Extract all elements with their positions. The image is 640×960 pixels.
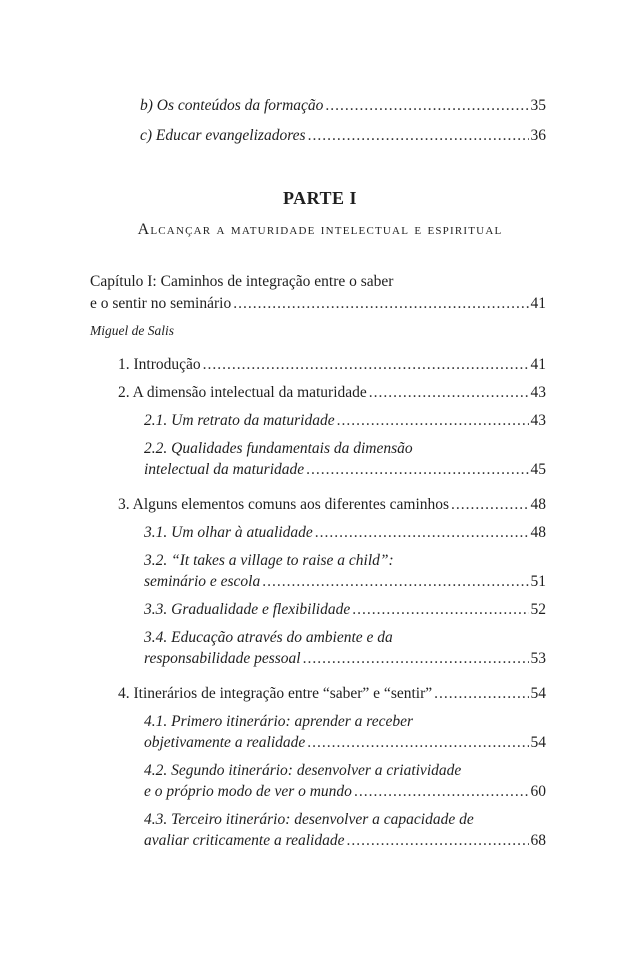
- dot-leader: [434, 684, 528, 704]
- chapter-entry: [90, 294, 546, 314]
- chapter-title-line1: Capítulo I: Caminhos de integração entre o saber: [90, 273, 394, 290]
- toc-subsection-title: intelectual da maturidade: [144, 461, 305, 478]
- toc-section-page: 43: [530, 384, 546, 401]
- toc-section-page: 54: [530, 685, 546, 702]
- toc-subsection-title: seminário e escola: [144, 573, 261, 590]
- toc-subsection-line1: 4.1. Primero itinerário: aprender a receber: [144, 713, 414, 730]
- toc-entry-page: 36: [530, 127, 546, 144]
- toc-subsection-page: 48: [530, 524, 546, 541]
- toc-subsection: [144, 572, 546, 592]
- toc-entry: [140, 96, 546, 116]
- toc-subsection-title: responsabilidade pessoal: [144, 650, 301, 667]
- toc-section: [118, 383, 546, 403]
- chapter-title-line2: e o sentir no seminário: [90, 295, 232, 312]
- part-title: PARTE I: [282, 188, 358, 208]
- toc-subsection: [144, 460, 546, 480]
- toc-section-title: 3. Alguns elementos comuns aos diferentes caminhos: [118, 496, 450, 513]
- toc-entry-page: 35: [530, 97, 546, 114]
- dot-leader: [337, 411, 529, 431]
- toc-subsection-page: 45: [530, 461, 546, 478]
- toc-section-title: 1. Introdução: [118, 356, 201, 373]
- toc-entry-title: c) Educar evangelizadores: [140, 127, 306, 144]
- toc-subsection-page: 54: [530, 734, 546, 751]
- chapter-author: Miguel de Salis: [90, 323, 174, 338]
- toc-section-page: 41: [530, 356, 546, 373]
- chapter-page: 41: [530, 295, 546, 312]
- toc-section: [118, 355, 546, 375]
- dot-leader: [306, 460, 528, 480]
- dot-leader: [308, 126, 529, 146]
- dot-leader: [303, 649, 529, 669]
- toc-entry: [140, 126, 546, 146]
- toc-subsection-page: 60: [530, 783, 546, 800]
- dot-leader: [354, 782, 529, 802]
- dot-leader: [307, 733, 528, 753]
- toc-subsection: [144, 411, 546, 431]
- toc-subsection: [144, 649, 546, 669]
- toc-subsection-page: 53: [530, 650, 546, 667]
- toc-subsection-line1: 4.3. Terceiro itinerário: desenvolver a capacidade de: [144, 811, 474, 828]
- toc-subsection-title: 2.1. Um retrato da maturidade: [144, 412, 335, 429]
- toc-subsection: [144, 782, 546, 802]
- dot-leader: [325, 96, 528, 116]
- toc-subsection-line1: 2.2. Qualidades fundamentais da dimensão: [144, 440, 413, 457]
- dot-leader: [346, 831, 528, 851]
- toc-subsection-title: 3.3. Gradualidade e flexibilidade: [144, 601, 351, 618]
- toc-subsection-page: 43: [530, 412, 546, 429]
- toc-subsection-line1: 3.4. Educação através do ambiente e da: [144, 629, 393, 646]
- toc-subsection: [144, 523, 546, 543]
- toc-subsection: [144, 733, 546, 753]
- toc-section: [118, 684, 546, 704]
- toc-subsection: [144, 600, 546, 620]
- dot-leader: [203, 355, 529, 375]
- dot-leader: [262, 572, 528, 592]
- toc-section-page: 48: [530, 496, 546, 513]
- dot-leader: [451, 495, 528, 515]
- dot-leader: [369, 383, 529, 403]
- toc-subsection-page: 68: [530, 832, 546, 849]
- toc-subsection-page: 51: [530, 573, 546, 590]
- toc-subsection-title: 3.1. Um olhar à atualidade: [144, 524, 313, 541]
- toc-subsection-title: avaliar criticamente a realidade: [144, 832, 345, 849]
- dot-leader: [233, 294, 528, 314]
- toc-section-title: 4. Itinerários de integração entre “saber” e “sentir”: [118, 685, 433, 702]
- toc-section: [118, 495, 546, 515]
- dot-leader: [315, 523, 529, 543]
- toc-subsection-title: e o próprio modo de ver o mundo: [144, 783, 352, 800]
- toc-subsection-title: objetivamente a realidade: [144, 734, 306, 751]
- part-subtitle: Alcançar a maturidade intelectual e espiritual: [137, 221, 503, 238]
- toc-subsection: [144, 831, 546, 851]
- toc-subsection-page: 52: [530, 601, 546, 618]
- dot-leader: [352, 600, 528, 620]
- toc-section-title: 2. A dimensão intelectual da maturidade: [118, 384, 367, 401]
- toc-entry-title: b) Os conteúdos da formação: [140, 97, 324, 114]
- toc-subsection-line1: 4.2. Segundo itinerário: desenvolver a criatividade: [144, 762, 462, 779]
- toc-subsection-line1: 3.2. “It takes a village to raise a child”:: [144, 552, 394, 569]
